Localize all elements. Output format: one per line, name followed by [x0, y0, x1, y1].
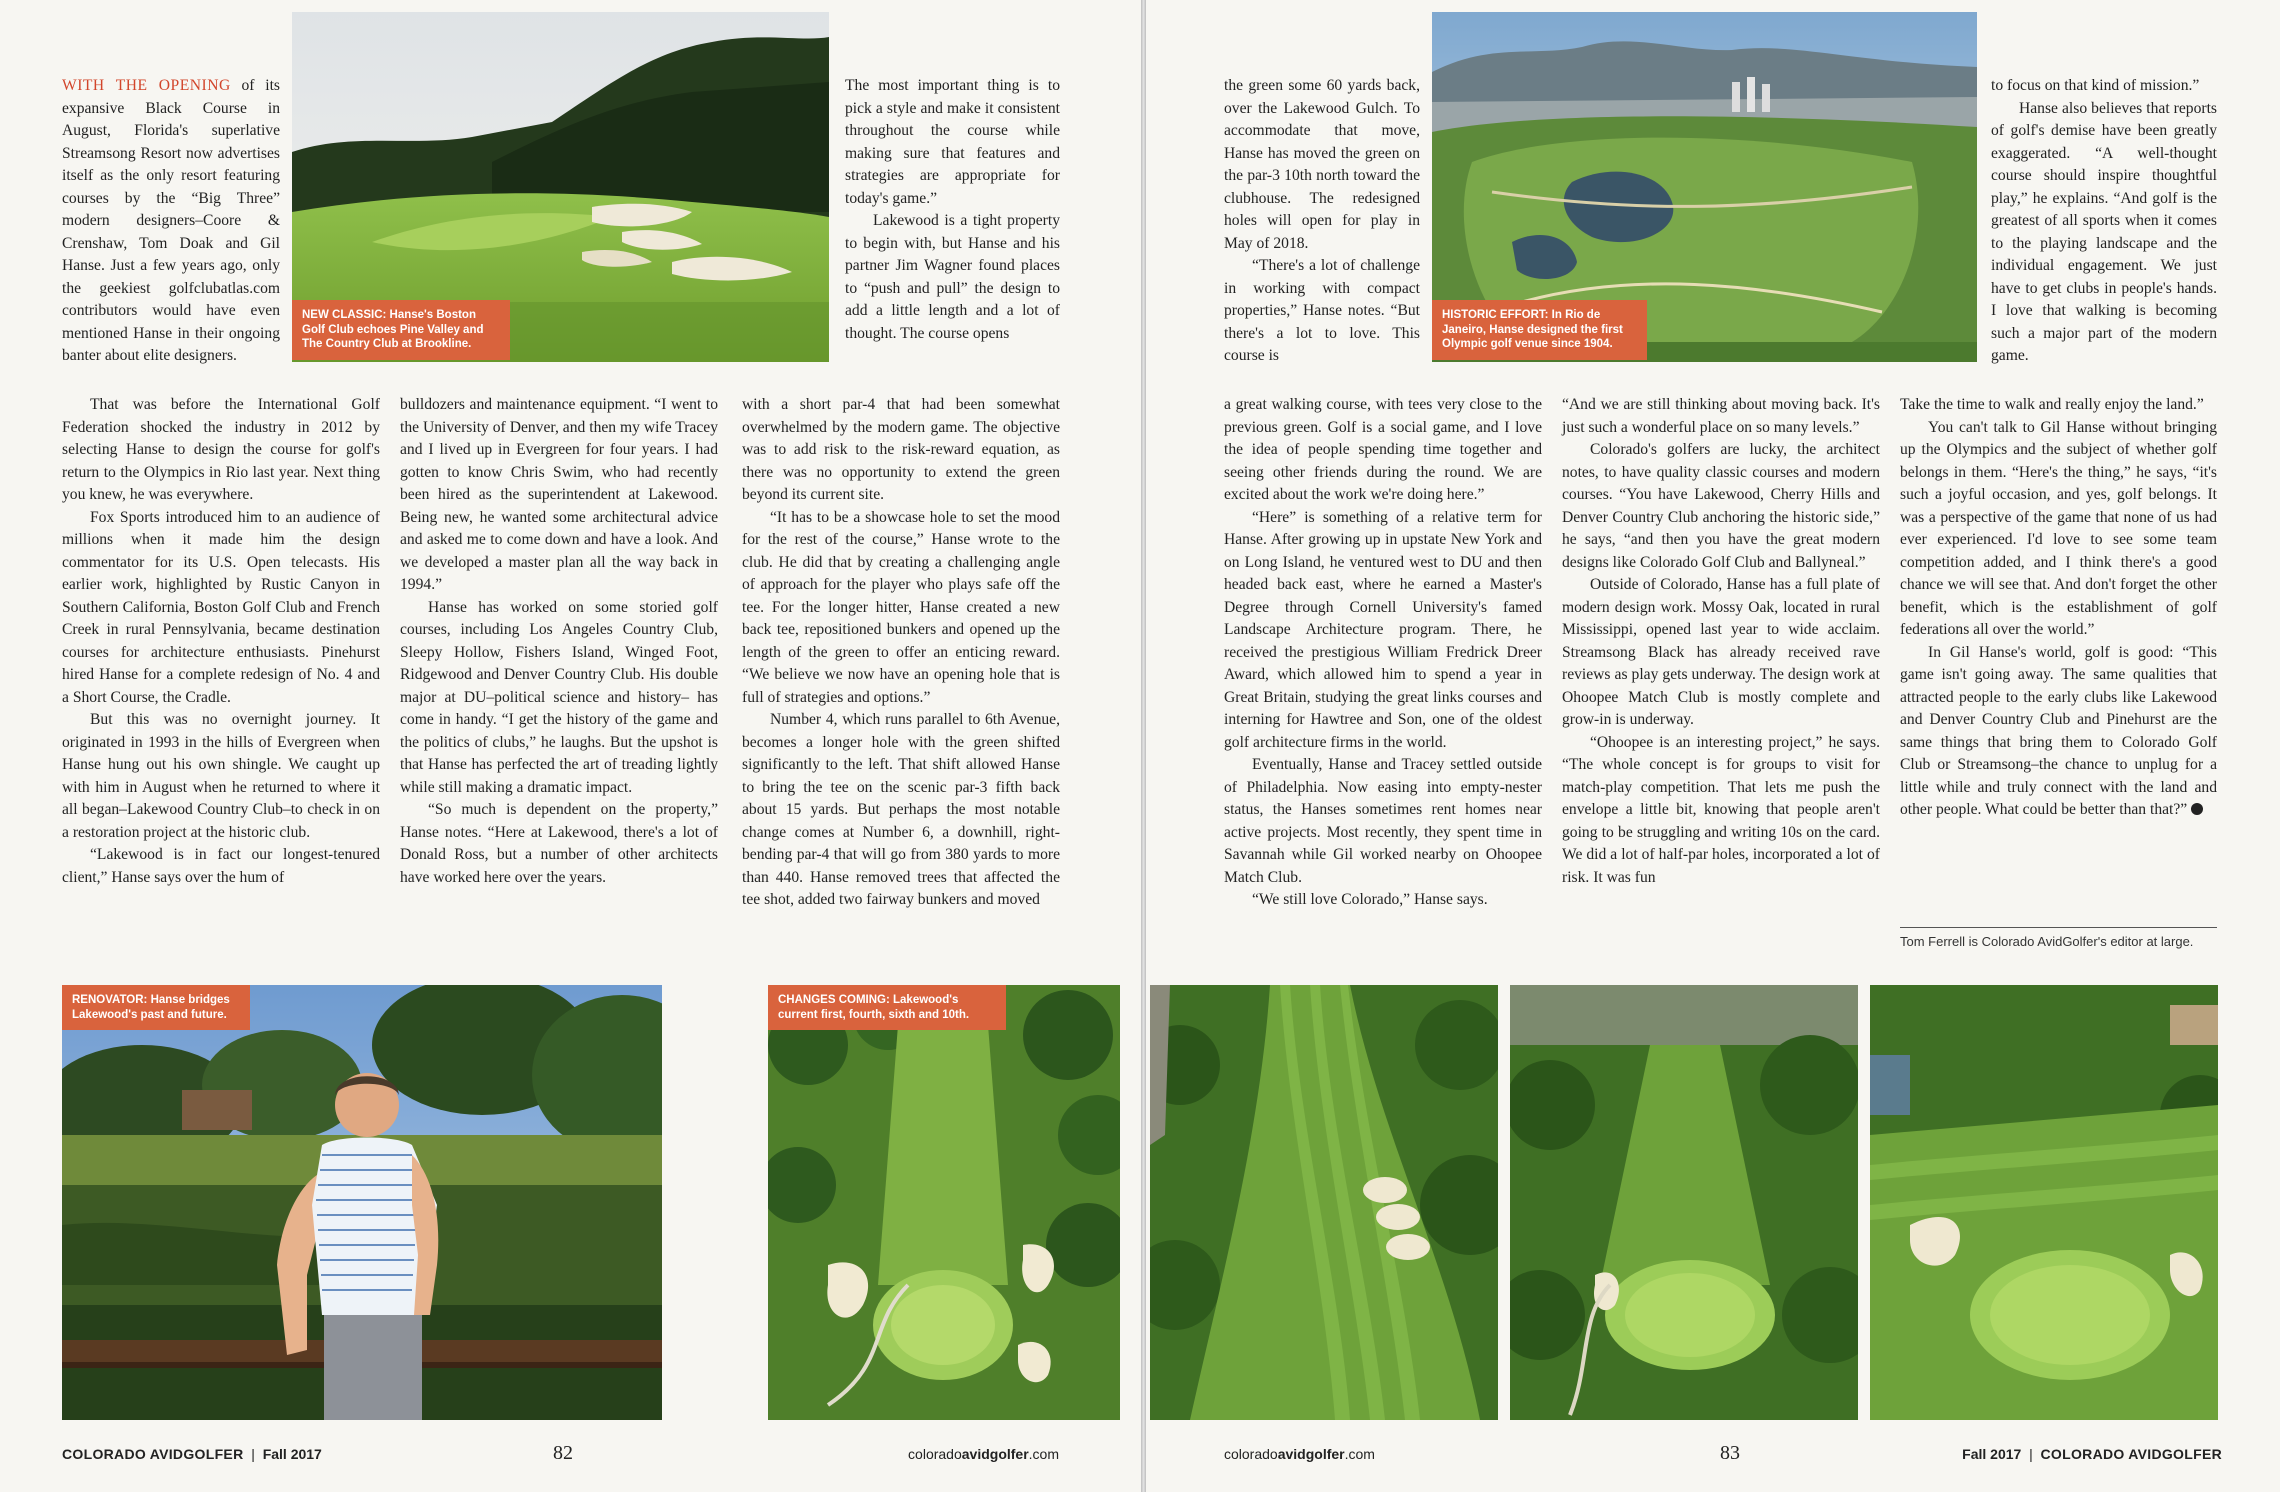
right-column-3-top [1991, 75, 2217, 368]
paragraph: a great walking course, with tees very close to the previous green. Golf is a social game, and I love the idea of people spending time together and seeing other friends during the round. We are excited about the work we're doing here.” [1224, 396, 1542, 503]
folio-left-url [908, 1446, 1059, 1462]
caption-historic-effort [1432, 300, 1647, 360]
url-prefix: colorado [908, 1446, 962, 1462]
paragraph [62, 75, 280, 368]
left-column-3 [742, 394, 1060, 912]
page-number: 82 [553, 1442, 573, 1464]
gil-hanse-portrait-photo [62, 985, 662, 1420]
paragraph: “There's a lot of challenge in working with compact properties,” Hanse notes. “But there's a lot to love. This course is [1224, 257, 1420, 364]
paragraph: But this was no overnight journey. It originated in 1993 in the hills of Evergreen when Hanse hung out his own shingle. We caught up with him in August when he returned to where it all began–Lakewood Country Club–to check in on a restoration project at the historic club. [62, 711, 380, 841]
paragraph: Take the time to walk and really enjoy the land.” [1900, 396, 2204, 413]
caption-renovator [62, 985, 250, 1030]
issue-label: Fall 2017 [1962, 1446, 2022, 1462]
right-column-3 [1900, 394, 2217, 822]
paragraph: Hanse also believes that reports of golf's demise have been greatly exaggerated. “A well-thought course should inspire thoughtful play,” he explains. “And golf is the greatest of all sports when it comes to the playing landscape and the individual engagement. We just have to get clubs in people's hands. I love that walking is becoming such a major part of the modern game. [1991, 99, 2217, 364]
lakewood-hole-aerial-photo [768, 985, 1120, 1420]
caption-new-classic [292, 300, 510, 360]
right-column-1-top [1224, 75, 1420, 368]
masthead-name: AVIDGOLFER [149, 1446, 244, 1462]
paragraph: “So much is dependent on the property,” Hanse notes. “Here at Lakewood, there's a lot of Donald Ross, but a number of other architects have worked here over the years. [400, 801, 718, 886]
left-column-1 [62, 75, 280, 368]
paragraph: “Here” is something of a relative term for Hanse. After growing up in upstate New York and on Long Island, he ventured west to DU and then headed back east, where he earned a Master's Degree through Cornell University's famed Landscape Architecture program. There, he received the prestigious William Fredrick Dreer Award, which allowed him to spend a year in Great Britain, studying the great links courses and interning for Hawtree and Son, one of the oldest golf architecture firms in the world. [1224, 508, 1542, 751]
url-suffix: .com [1028, 1446, 1059, 1462]
paragraph: bulldozers and maintenance equipment. “I went to the University of Denver, and then my wife Tracey and I lived up in Evergreen for four years. I had gotten to know Chris Swim, who had recently been hired as the superintendent at Lakewood. Being new, he wanted some architectural advice and asked me to come down and have a look. And we developed a master plan all the way back in 1994.” [400, 396, 718, 593]
folio-right-url [1224, 1446, 1375, 1462]
paragraph: Colorado's golfers are lucky, the architect notes, to have quality classic courses and modern courses. “You have Lakewood, Cherry Hills and Denver Country Club anchoring the historic side,” he says, “and then you have the great modern designs like Colorado Golf Club and Ballyneal.” [1562, 441, 1880, 571]
paragraph: the green some 60 yards back, over the Lakewood Gulch. To accommodate that move, Hanse has moved the green on the par-3 10th north toward the clubhouse. The redesigned holes will open for play in May of 2018. [1224, 77, 1420, 252]
caption-changes-text: CHANGES COMING: Lakewood's current first, fourth, sixth and 10th. [778, 994, 970, 1021]
paragraph-text: In Gil Hanse's world, golf is good: “This game isn't going away. The same qualities that attracted people to the early clubs like Lakewood and Denver Country Club and Pinehurst are the same things that bring them to Colorado Golf Club or Streamsong–the chance to unplug for a little while and truly connect with the land and other people. What could be better than that?” [1900, 643, 2217, 818]
page-83 [1146, 0, 2280, 1492]
left-column-3-top [845, 75, 1060, 345]
paragraph: The most important thing is to pick a style and make it consistent throughout the course while making sure that features and strategies are appropriate for today's game.” [845, 77, 1060, 207]
url-main: avidgolfer [961, 1446, 1029, 1462]
folio-right-masthead: Fall 2017 | COLORADO AVIDGOLFER [1962, 1446, 2222, 1462]
masthead-prefix: COLORADO [62, 1446, 150, 1462]
paragraph: Fox Sports introduced him to an audience of millions when it made him the design commentator for its U.S. Open telecasts. His earlier work, highlighted by Rustic Canyon in Southern California, Boston Golf Club and French Creek in rural Pennsylvania, became destination courses for architecture enthusiasts. Pinehurst hired Hanse for a complete redesign of No. 4 and a Short Course, the Cradle. [62, 508, 380, 706]
lakewood-green-aerial-photo-3 [1870, 985, 2218, 1420]
paragraph: “It has to be a showcase hole to set the mood for the rest of the course,” Hanse wrote to the club. He did that by creating a challenging angle of approach for the player who plays safe off the tee. For the longer hitter, Hanse created a new back tee, repositioned bunkers and opened up the length of the green to offer an enticing reward. “We believe we now have an opening hole that is full of strategies and options.” [742, 508, 1060, 706]
paragraph: Lakewood is a tight property to begin with, but Hanse and his partner Jim Wagner found places to “push and pull” the design to add a little length and a lot of thought. The course opens [845, 212, 1060, 342]
right-column-2 [1562, 394, 1880, 889]
left-column-1-lower [62, 394, 380, 889]
paragraph: “And we are still thinking about moving back. It's just such a wonderful place on so many levels.” [1562, 396, 1880, 436]
lead-in: WITH THE OPENING [62, 77, 231, 94]
caption-new-classic-text: NEW CLASSIC: Hanse's Boston Golf Club echoes Pine Valley and The Country Club at Brookline. [302, 309, 484, 350]
paragraph: to focus on that kind of mission.” [1991, 77, 2200, 94]
paragraph: You can't talk to Gil Hanse without bringing up the Olympics and the subject of whether golf belongs in them. “Here's the thing,” he says, “it's such a joyful occasion, and yes, golf belongs. It was a perspective of the game that none of us had ever experienced. I'd love to see some team competition added, and I think there's a good chance we will see that. And don't forget the other benefit, which is the establishment of golf federations all over the world.” [1900, 418, 2217, 638]
page-number-83 [1720, 1442, 1740, 1465]
masthead-prefix: COLORADO [2040, 1446, 2129, 1462]
right-column-1 [1224, 394, 1542, 912]
url-prefix: colorado [1224, 1446, 1278, 1462]
paragraph: Number 4, which runs parallel to 6th Avenue, becomes a longer hole with the green shifted significantly to the left. That shift allowed Hanse to bring the tee on the scenic par-3 fifth back about 15 yards. But perhaps the most notable change comes at Number 6, a downhill, right-bending par-4 that will go from 380 yards to more than 440. Hanse removed trees that affected the tee shot, added two fairway bunkers and moved [742, 711, 1060, 908]
lakewood-fairway-aerial-photo-1 [1150, 985, 1498, 1420]
left-column-2 [400, 394, 718, 889]
caption-renovator-text: RENOVATOR: Hanse bridges Lakewood's past and future. [72, 994, 230, 1021]
paragraph: “We still love Colorado,” Hanse says. [1252, 891, 1488, 908]
url-main: avidgolfer [1277, 1446, 1345, 1462]
masthead-name: AVIDGOLFER [2128, 1446, 2222, 1462]
author-bio-text: Tom Ferrell is Colorado AvidGolfer's editor at large. [1900, 934, 2194, 949]
folio-left-masthead: COLORADO AVIDGOLFER | Fall 2017 [62, 1446, 322, 1462]
paragraph: “Ohoopee is an interesting project,” he says. “The whole concept is for groups to visit for match-play competition. That lets me push the envelope a little bit, knowing that people aren't going to be struggling and writing 10s on the card. We did a lot of half-par holes, incorporated a lot of risk. It was fun [1562, 733, 1880, 886]
paragraph: That was before the International Golf Federation shocked the industry in 2012 by selecting Hanse to design the course for golf's return to the Olympics in Rio last year. Next thing you knew, he was everywhere. [62, 396, 380, 503]
paragraph [1900, 642, 2217, 822]
end-mark-icon [2191, 803, 2203, 815]
caption-historic-text: HISTORIC EFFORT: In Rio de Janeiro, Hanse designed the first Olympic golf venue since 1904. [1442, 309, 1623, 350]
paragraph: “Lakewood is in fact our longest-tenured client,” Hanse says over the hum of [62, 846, 380, 886]
page-number: 83 [1720, 1442, 1740, 1464]
issue-label: Fall 2017 [262, 1446, 322, 1462]
caption-changes-coming [768, 985, 1006, 1030]
author-bio [1900, 927, 2217, 949]
paragraph: Outside of Colorado, Hanse has a full plate of modern design work. Mossy Oak, located in rural Mississippi, opened last year to wide acclaim. Streamsong Black has already received rave reviews as play gets underway. The design work at Ohoopee Match Club is mostly complete and grow-in is underway. [1562, 576, 1880, 728]
lakewood-green-aerial-photo-2 [1510, 985, 1858, 1420]
paragraph-text: of its expansive Black Course in August, Florida's superlative Streamsong Resort now advertises itself as the only resort featuring courses by the “Big Three” modern designers–Coore & Crenshaw, Tom Doak and Gil Hanse. Just a few years ago, only the geekiest golfclubatlas.com contributors would have even mentioned Hanse in their ongoing banter about elite designers. [62, 77, 280, 364]
paragraph: Hanse has worked on some storied golf courses, including Los Angeles Country Club, Sleepy Hollow, Fishers Island, Winged Foot, Ridgewood and Denver Country Club. His double major at DU–political science and history– has come in handy. “I get the history of the game and the politics of clubs,” he laughs. But the upshot is that Hanse has perfected the art of treading lightly while still making a dramatic impact. [400, 598, 718, 796]
paragraph: with a short par-4 that had been somewhat overwhelmed by the modern game. The objective was to add risk to the risk-reward equation, as there was no opportunity to extend the green beyond its current site. [742, 396, 1060, 503]
page-number-82 [553, 1442, 573, 1465]
paragraph: Eventually, Hanse and Tracey settled outside of Philadelphia. Now easing into empty-nester status, the Hanses sometimes rent homes near active projects. Most recently, they spent time in Savannah while Gil worked nearby on Ohoopee Match Club. [1224, 756, 1542, 886]
url-suffix: .com [1344, 1446, 1375, 1462]
